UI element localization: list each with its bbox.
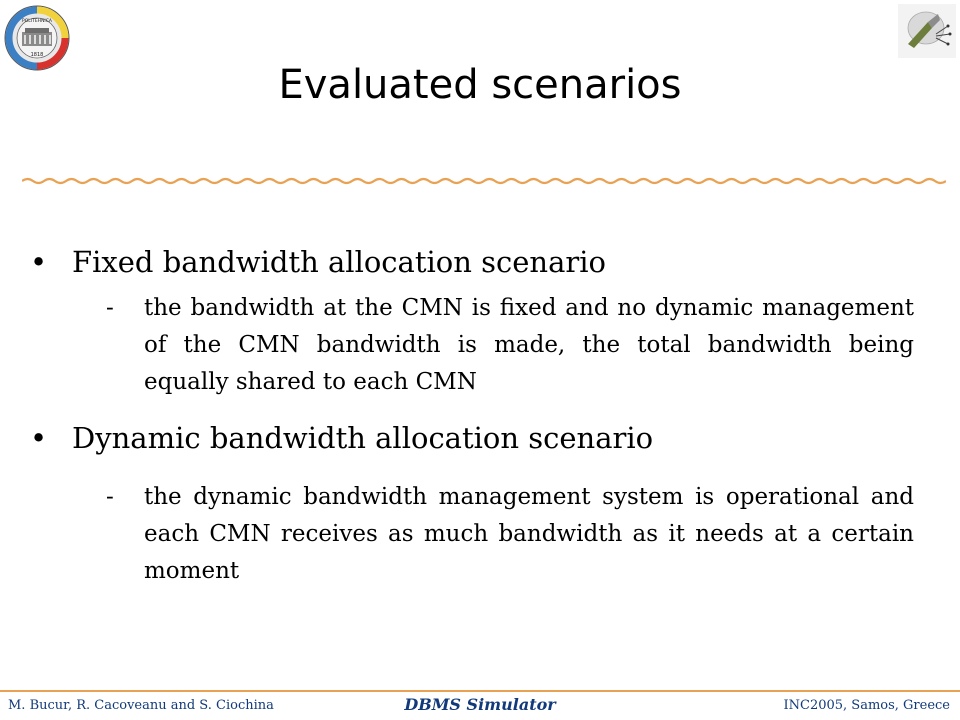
wavy-divider: [22, 174, 946, 188]
bullet-marker: •: [30, 421, 48, 455]
bullet-heading: Dynamic bandwidth allocation scenario: [72, 421, 654, 455]
bullet-detail-fixed: [106, 290, 914, 401]
logo-text: POLITEHNICA: [22, 19, 52, 24]
footer-title: DBMS Simulator: [404, 695, 556, 714]
footer-authors: M. Bucur, R. Cacoveanu and S. Ciochina: [8, 698, 274, 713]
detail-text: the bandwidth at the CMN is fixed and no dynamic management of the CMN bandwidth is made, the total bandwidth being equally shared to each CMN: [144, 295, 914, 395]
bullet-heading: Fixed bandwidth allocation scenario: [72, 245, 606, 279]
slide-title: Evaluated scenarios: [278, 62, 682, 108]
dash-marker: -: [106, 295, 114, 321]
bullet-detail-dynamic: [106, 479, 914, 590]
bullet-item-fixed: [30, 244, 930, 280]
logo-year: 1818: [30, 52, 44, 58]
detail-text: the dynamic bandwidth management system is operational and each CMN receives as much bandwidth as it needs at a certain moment: [144, 484, 914, 584]
bullet-item-dynamic: [30, 420, 930, 456]
dash-marker: -: [106, 484, 114, 510]
bullet-marker: •: [30, 245, 48, 279]
footer-venue: INC2005, Samos, Greece: [783, 698, 950, 713]
footer-bar: [0, 690, 960, 720]
network-icon-logo: [898, 4, 956, 58]
